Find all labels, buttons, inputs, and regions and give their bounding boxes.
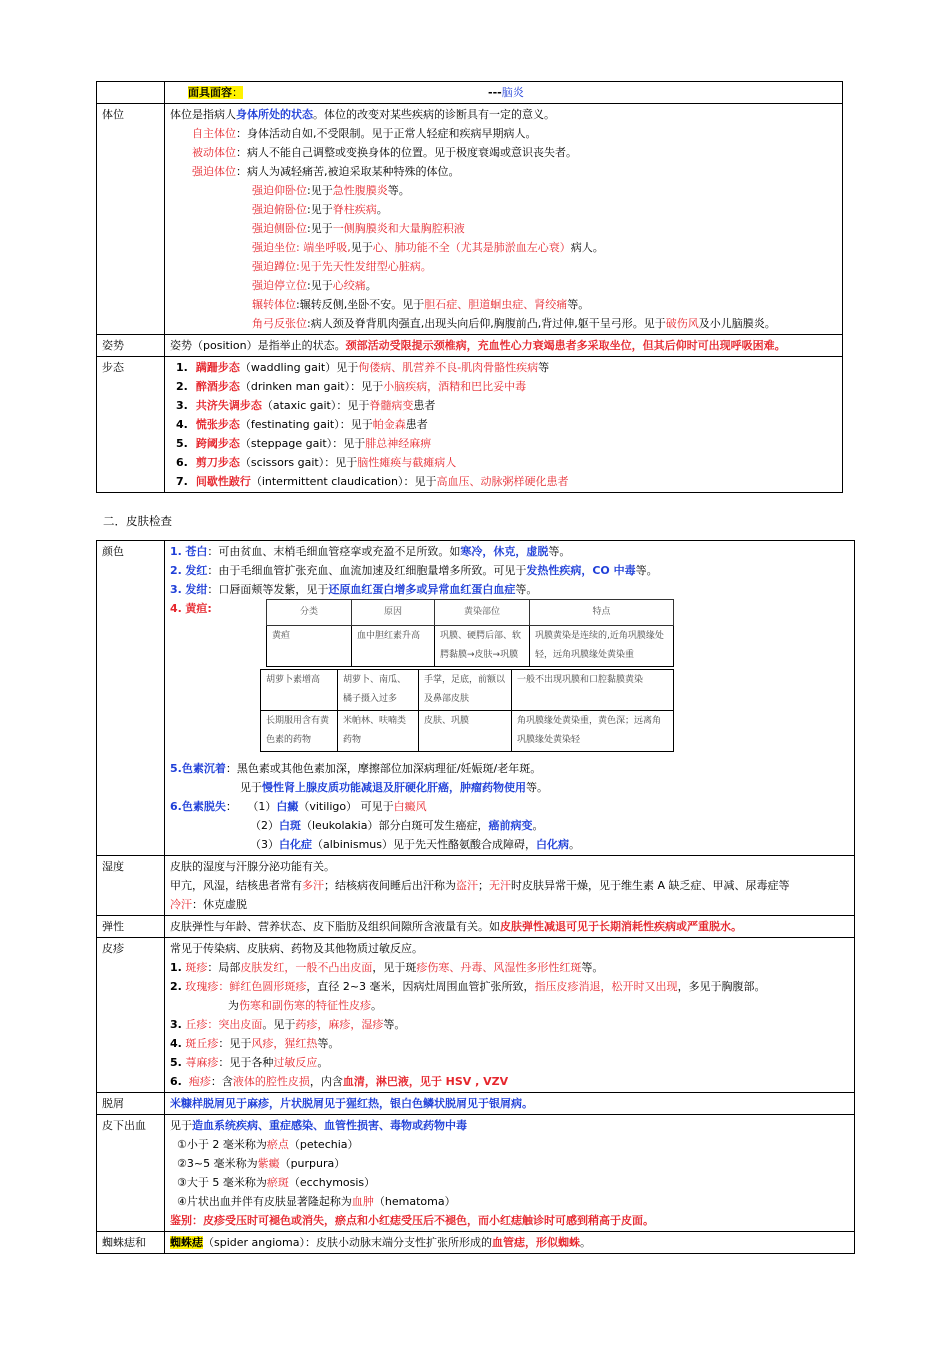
row-label-rash: 皮疹 — [97, 938, 165, 1093]
jaundice-cell: 黄疸 — [267, 626, 352, 667]
row-label-color: 颜色 — [97, 541, 165, 856]
scale-content: 米糠样脱屑见于麻疹，片状脱屑见于猩红热，银白色鳞状脱屑见于银屑病。 — [165, 1093, 855, 1115]
posture-content: 体位是指病人身体所处的状态。体位的改变对某些疾病的诊断具有一定的意义。 自主体位：身体活动自如,不受限制。见于正常人轻症和疾病早期病人。 被动体位：病人不能自己调整或变换身体的位置。见于极度衰竭或意识丧失者。 强迫体位：病人为减轻痛苦,被迫采取某种特殊的体位。 强迫仰卧位:见于急性腹膜炎等。 强迫俯卧位:见于脊柱疾病。 强迫侧卧位:见于一侧胸膜炎和大量胸腔积液 强迫坐位: 端坐呼吸,见于心、肺功能不全（尤其是肺淤血左心衰）病人。 强迫蹲位:见于先天性发绀型心脏病。 强迫停立位:见于心绞痛。 辗转体位:辗转反侧,坐卧不安。见于胆石症、胆道蛔虫症、肾绞痛等。 角弓反张位:病人颈及脊背肌肉强直,出现头向后仰,胸腹前凸,背过伸,躯干呈弓形。见于破伤风及小儿脑膜炎。 — [165, 104, 843, 335]
row-label-spider: 蜘蛛痣和 — [97, 1232, 165, 1254]
jaundice-header: 黄染部位 — [435, 600, 530, 626]
elasticity-content: 皮肤弹性与年龄、营养状态、皮下脂肪及组织间隙所含液量有关。如皮肤弹性减退可见于长期消耗性疾病或严重脱水。 — [165, 916, 855, 938]
jaundice-cell: 巩膜、硬腭后部、软腭黏膜→皮肤→巩膜 — [435, 626, 530, 667]
gait-item: 4. 慌张步态（festinating gait）：见于帕金森患者 — [176, 418, 428, 431]
row-label-posture: 体位 — [97, 104, 165, 335]
row-label-gait: 步态 — [97, 357, 165, 493]
gait-item: 7. 间歇性跛行（intermittent claudication）：见于高血压、动脉粥样硬化患者 — [176, 475, 569, 488]
jaundice-cell: 胡萝卜素增高 — [261, 670, 338, 711]
jaundice-cell: 角巩膜缘处黄染重，黄色深；远离角巩膜缘处黄染轻 — [512, 711, 674, 752]
empty-cell — [97, 82, 165, 104]
rash-content: 常见于传染病、皮肤病、药物及其他物质过敏反应。 1. 斑疹：局部皮肤发红，一般不凸出皮面，见于斑疹伤寒、丹毒、风湿性多形性红斑等。 2. 玫瑰疹：鲜红色圆形斑疹，直径 2~3 毫米，因病灶周围血管扩张所致，指压皮疹消退，松开时又出现，多见于胸腹部。 为伤寒和副伤寒的特征性皮疹。 3. 丘疹：突出皮面。见于药疹，麻疹，湿疹等。 4. 斑丘疹：见于风疹，猩红热等。 5. 荨麻疹：见于各种过敏反应。 6. 疱疹：含液体的腔性皮损，内含血清，淋巴液，见于 HSV , VZV — [165, 938, 855, 1093]
table-skin-inspection — [96, 540, 855, 1254]
row-label-humidity: 湿度 — [97, 856, 165, 916]
gait-item: 6. 剪刀步态（scissors gait）：见于脑性瘫痪与截瘫病人 — [176, 456, 457, 469]
table-general-inspection — [96, 81, 843, 493]
gait-content — [165, 357, 843, 493]
jaundice-cell: 血中胆红素升高 — [352, 626, 435, 667]
jaundice-cell: 米帕林、呋喃类药物 — [338, 711, 419, 752]
spider-content: 蜘蛛痣（spider angioma）：皮肤小动脉末端分支性扩张所形成的血管痣，形似蜘蛛。 — [165, 1232, 855, 1254]
face-row: 面具面容： ---脑炎 — [165, 82, 843, 104]
gait-item: 2. 醉酒步态（drinken man gait）：见于小脑疾病，酒精和巴比妥中毒 — [176, 380, 527, 393]
jaundice-block: 4. 黄疸: 分类 原因 黄染部位 特点 黄疸 血中胆红素升高 巩膜、硬腭后部、软腭黏膜→皮肤→巩膜 巩膜黄染是连续的,近角巩膜缘处轻，远角巩膜缘处黄染重 胡萝卜素增高 胡萝卜、南瓜、橘子摄入过多 手掌，足底，前额以及鼻部皮肤 一般不出现巩膜和口腔黏膜黄染 长期服用含有黄色素的药物 米帕林、呋喃类药物 皮肤、巩膜 角巩膜缘处黄染重，黄色深；远离角巩膜缘处黄染轻 — [170, 599, 849, 759]
humidity-content: 皮肤的湿度与汗腺分泌功能有关。 甲亢，风湿，结核患者常有多汗；结核病夜间睡后出汗称为盗汗；无汗时皮肤异常干燥，见于维生素 A 缺乏症、甲减、尿毒症等 冷汗：休克虚脱 — [165, 856, 855, 916]
jaundice-cell: 胡萝卜、南瓜、橘子摄入过多 — [338, 670, 419, 711]
jaundice-cell: 巩膜黄染是连续的,近角巩膜缘处轻，远角巩膜缘处黄染重 — [530, 626, 674, 667]
row-label-stance: 姿势 — [97, 335, 165, 357]
face-disease: 脑炎 — [501, 86, 524, 99]
gait-item: 1. 蹒跚步态（waddling gait）见于佝偻病、肌营养不良-肌肉骨骼性疾病等 — [176, 361, 550, 374]
stance-content: 姿势（position）是指举止的状态。颈部活动受限提示颈椎病，充血性心力衰竭患者多采取坐位，但其后仰时可出现呼吸困难。 — [165, 335, 843, 357]
row-label-scale: 脱屑 — [97, 1093, 165, 1115]
row-label-elasticity: 弹性 — [97, 916, 165, 938]
jaundice-header: 原因 — [352, 600, 435, 626]
jaundice-cell: 手掌，足底，前额以及鼻部皮肤 — [419, 670, 512, 711]
jaundice-header: 分类 — [267, 600, 352, 626]
jaundice-cell: 长期服用含有黄色素的药物 — [261, 711, 338, 752]
jaundice-header: 特点 — [530, 600, 674, 626]
jaundice-cell: 皮肤、巩膜 — [419, 711, 512, 752]
bleeding-content: 见于造血系统疾病、重症感染、血管性损害、毒物或药物中毒 ①小于 2 毫米称为瘀点（petechia） ②3~5 毫米称为紫癜（purpura） ③大于 5 毫米称为瘀斑（ecchymosis） ④片状出血并伴有皮肤显著隆起称为血肿（hematoma） 鉴别：皮疹受压时可褪色或消失，瘀点和小红痣受压后不褪色，而小红痣触诊时可感到稍高于皮面。 — [165, 1115, 855, 1232]
gait-item: 5. 跨阈步态（steppage gait）：见于腓总神经麻痹 — [176, 437, 432, 450]
gait-item: 3. 共济失调步态（ataxic gait）：见于脊髓病变患者 — [176, 399, 436, 412]
section-title: 二．皮肤检查 — [103, 514, 172, 528]
color-content: 1. 苍白：可由贫血、末梢毛细血管痉挛或充盈不足所致。如寒冷，休克，虚脱等。 2. 发红：由于毛细血管扩张充血、血流加速及红细胞量增多所致。可见于发热性疾病，CO 中毒等。 3. 发绀：口唇面颊等发紫，见于还原血红蛋白增多或异常血红蛋白血症等。 4. 黄疸: 分类 原因 黄染部位 特点 黄疸 血中胆红素升高 巩膜、硬腭后部、软腭黏膜→皮肤→巩膜 巩膜黄染是连续的,近角巩膜缘处轻，远角巩膜缘处黄染重 胡萝卜素增高 胡萝卜、南瓜、橘子摄入过多 手掌，足底，前额以及鼻部皮肤 一般不出现巩膜和口腔黏膜黄染 长期服用含有黄色素的药物 米帕林、呋喃类药物 皮肤、巩膜 角巩膜缘处黄染重，黄色深；远离角巩膜缘处黄染轻 5.色素沉着：黑色素或其他色素加深，摩擦部位加深病理征/妊娠斑/老年斑。 见于慢性肾上腺皮质功能减退及肝硬化肝癌，肿瘤药物使用等。 6.色素脱失： （1）白癜（vitiligo） 可见于白癜风 （2）白斑（leukolakia）部分白斑可发生癌症，癌前病变。 （3）白化症（albinismus）见于先天性酪氨酸合成障碍，白化病。 — [165, 541, 855, 856]
row-label-bleeding: 皮下出血 — [97, 1115, 165, 1232]
jaundice-cell: 一般不出现巩膜和口腔黏膜黄染 — [512, 670, 674, 711]
face-label: 面具面容 — [188, 86, 232, 99]
